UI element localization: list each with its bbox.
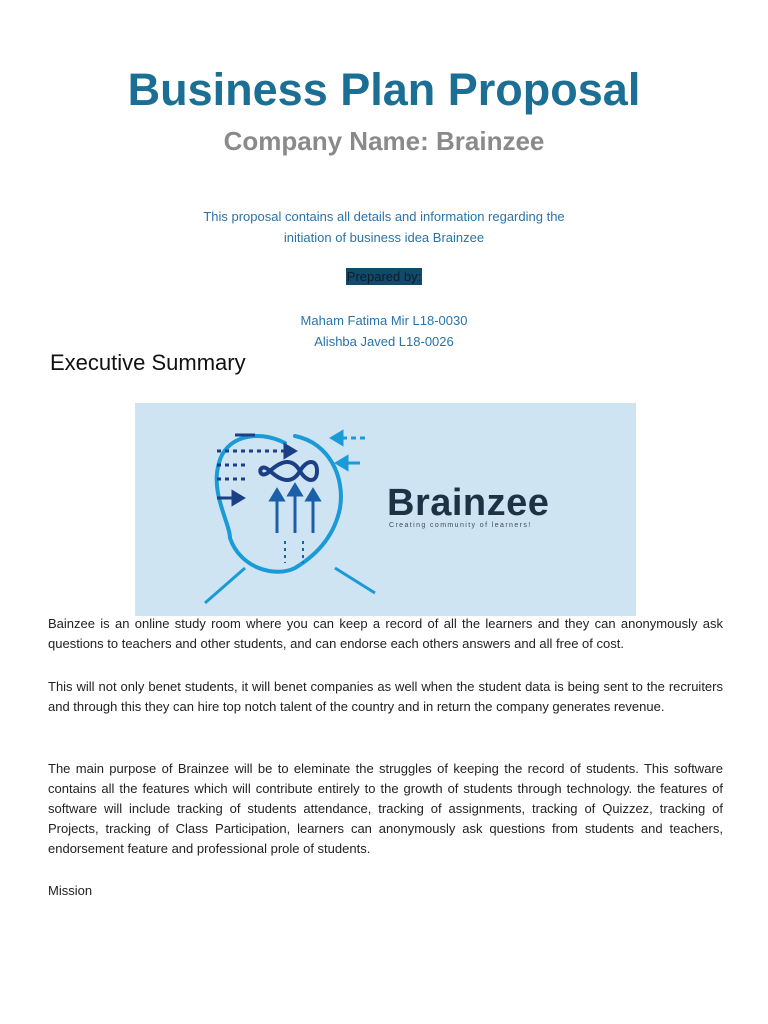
summary-paragraph-2: This will not only benet students, it will benet companies as well when the student data is being sent to the recruiters and through this they can hire top notch talent of the country and in return the company generates revenue. <box>48 679 723 714</box>
mission-heading: Mission <box>48 883 93 898</box>
brain-head-icon <box>135 403 636 616</box>
brand-tagline: Creating community of learners! <box>389 522 532 529</box>
author-list <box>0 310 768 352</box>
document-title: Business Plan Proposal <box>127 64 641 115</box>
intro-line-2: initiation of business idea Brainzee <box>283 230 485 245</box>
intro-line-1: This proposal contains all details and information regarding the <box>203 209 565 224</box>
author-2: Alishba Javed L18-0026 <box>314 334 454 349</box>
executive-summary-heading: Executive Summary <box>50 350 246 375</box>
company-name: Company Name: Brainzee <box>223 126 545 156</box>
summary-paragraph-1: Bainzee is an online study room where you can keep a record of all the learners and they can anonymously ask questions to teachers and other students, and can endorse each others answers and all free of cost. <box>48 616 723 651</box>
prepared-by-label: Prepared by: <box>346 269 422 284</box>
prepared-by-row <box>0 268 768 286</box>
author-1: Maham Fatima Mir L18-0030 <box>300 313 468 328</box>
brainzee-logo-image <box>135 403 636 616</box>
brand-name: Brainzee <box>387 482 550 524</box>
intro-text <box>150 206 618 248</box>
summary-paragraph-3: The main purpose of Brainzee will be to eleminate the struggles of keeping the record of students. This software contains all the features which will contribute entirely to the growth of students through technology. the features of software will include tracking of students attendance, tracking of assignments, tracking of Quizzez, tracking of Projects, tracking of Class Participation, learners can anonymously ask questions from students and teachers, endorsement feature and professional prole of students. <box>48 761 723 856</box>
